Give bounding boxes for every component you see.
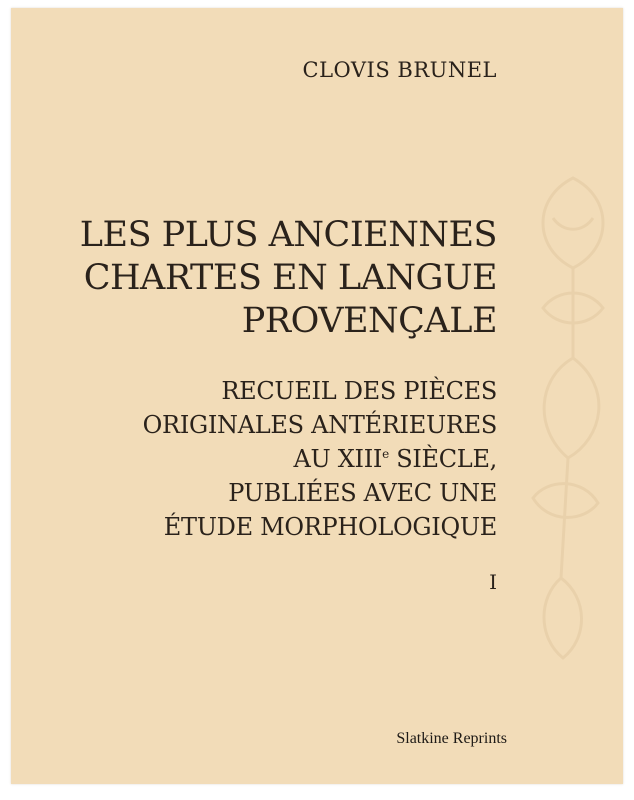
author-name: CLOVIS BRUNEL: [302, 58, 497, 82]
subtitle-line-5: ÉTUDE MORPHOLOGIQUE: [163, 513, 497, 541]
book-cover: [11, 8, 623, 784]
subtitle-line-1: RECUEIL DES PIÈCES: [221, 377, 497, 405]
subtitle-line-2: ORIGINALES ANTÉRIEURES: [142, 411, 497, 439]
title-line-3: PROVENÇALE: [241, 301, 497, 341]
title-line-2: CHARTES EN LANGUE: [83, 258, 497, 298]
subtitle-century-superscript: e: [382, 447, 389, 461]
subtitle-line-3: [143, 442, 497, 476]
book-subtitle: [143, 374, 497, 544]
subtitle-century-prefix: AU XIII: [293, 445, 383, 473]
title-line-1: LES PLUS ANCIENNES: [79, 215, 497, 255]
volume-number: I: [489, 570, 497, 594]
book-title: [80, 214, 497, 343]
publisher-emblem-watermark-icon: [513, 158, 623, 678]
subtitle-century-suffix: SIÈCLE,: [388, 445, 497, 473]
publisher-name: Slatkine Reprints: [396, 730, 507, 747]
subtitle-line-4: PUBLIÉES AVEC UNE: [228, 479, 497, 507]
